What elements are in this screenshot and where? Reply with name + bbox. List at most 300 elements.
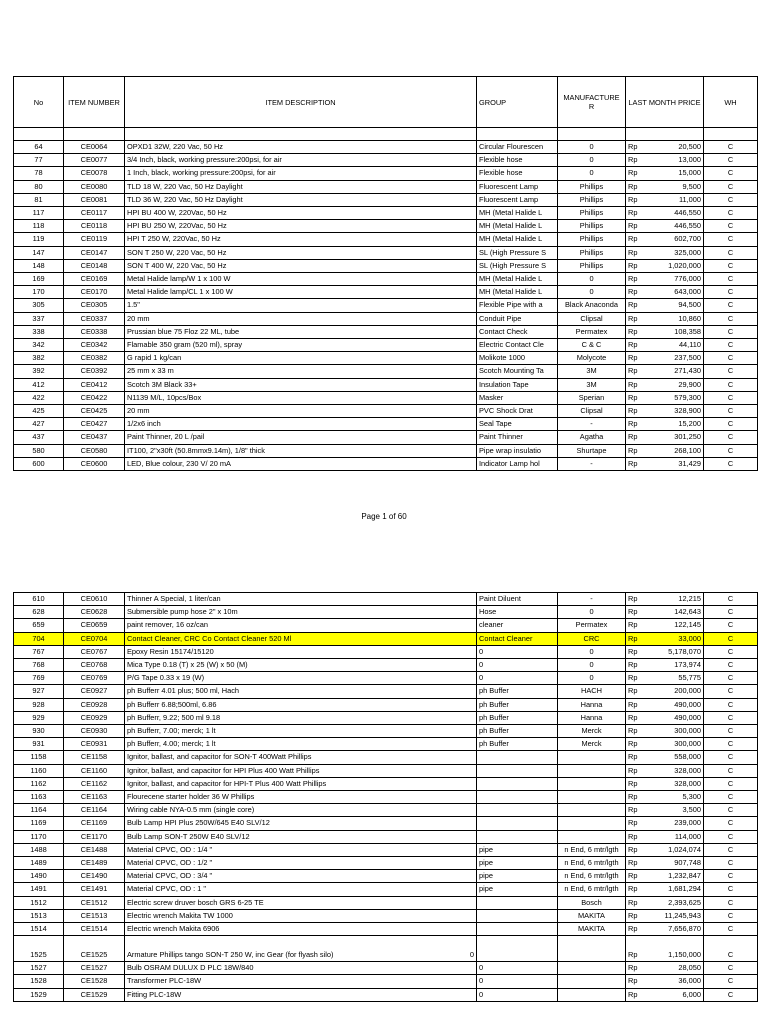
cell-wh: C: [704, 154, 758, 167]
table-row: [14, 352, 758, 365]
currency-label: Rp: [628, 419, 638, 429]
cell-description: Metal Halide lamp/CL 1 x 100 W: [125, 286, 477, 299]
cell-no: 170: [14, 286, 64, 299]
cell-item-number: CE1169: [64, 817, 125, 830]
cell-price: [626, 286, 704, 299]
cell-wh: C: [704, 909, 758, 922]
currency-label: Rp: [628, 844, 638, 854]
cell-item-number: CE1529: [64, 988, 125, 1001]
currency-label: Rp: [628, 778, 638, 788]
table-row: [14, 791, 758, 804]
cell-item-number: CE1491: [64, 883, 125, 896]
cell-description: Flamable 350 gram (520 ml), spray: [125, 339, 477, 352]
header-no: No: [14, 77, 64, 128]
cell-price: [626, 896, 704, 909]
cell-description: Scotch 3M Black 33+: [125, 378, 477, 391]
cell-price: [626, 141, 704, 154]
currency-label: Rp: [628, 142, 638, 151]
cell-no: 1528: [14, 975, 64, 988]
currency-label: Rp: [628, 326, 638, 336]
cell-description: Epoxy Resin 15174/15120: [125, 645, 477, 658]
cell-manufacturer: 0: [558, 286, 626, 299]
cell-item-number: CE0148: [64, 259, 125, 272]
table-row: [14, 207, 758, 220]
price-value: 29,900: [678, 379, 701, 389]
cell-price: [626, 698, 704, 711]
cell-manufacturer: 0: [558, 606, 626, 619]
cell-description: SON T 400 W, 220 Vac, 50 Hz: [125, 259, 477, 272]
price-value: 239,000: [674, 818, 701, 828]
cell-price: [626, 764, 704, 777]
cell-price: [626, 431, 704, 444]
cell-description: 1.5": [125, 299, 477, 312]
cell-description: Prussian blue 75 Floz 22 ML, tube: [125, 325, 477, 338]
cell-wh: C: [704, 857, 758, 870]
currency-label: Rp: [628, 300, 638, 310]
cell-item-number: CE0119: [64, 233, 125, 246]
cell-manufacturer: Permatex: [558, 619, 626, 632]
price-value: 142,643: [674, 607, 701, 617]
cell-description: P/G Tape 0.33 x 19 (W): [125, 672, 477, 685]
cell-wh: C: [704, 962, 758, 975]
cell-group: pipe: [477, 883, 558, 896]
cell-item-number: CE1164: [64, 804, 125, 817]
cell-description: 20 mm: [125, 312, 477, 325]
price-value: 15,000: [678, 168, 701, 178]
cell-wh: C: [704, 672, 758, 685]
cell-description: Material CPVC, OD : 3/4 ": [125, 870, 477, 883]
price-value: 602,700: [674, 234, 701, 244]
table-row: [14, 391, 758, 404]
cell-price: [626, 725, 704, 738]
cell-group: [477, 817, 558, 830]
cell-manufacturer: Phillips: [558, 180, 626, 193]
price-value: 490,000: [674, 712, 701, 722]
cell-price: [626, 962, 704, 975]
cell-wh: C: [704, 791, 758, 804]
cell-price: [626, 154, 704, 167]
currency-label: Rp: [628, 458, 638, 468]
table-row: [14, 817, 758, 830]
cell-group: Paint Thinner: [477, 431, 558, 444]
price-value: 237,500: [674, 353, 701, 363]
cell-group: Scotch Mounting Ta: [477, 365, 558, 378]
cell-item-number: CE1527: [64, 962, 125, 975]
currency-label: Rp: [628, 194, 638, 204]
currency-label: Rp: [628, 739, 638, 749]
cell-group: 0: [477, 672, 558, 685]
price-value: 1,232,847: [668, 871, 701, 881]
cell-description: Mica Type 0.18 (T) x 25 (W) x 50 (M): [125, 659, 477, 672]
currency-label: Rp: [628, 607, 638, 617]
cell-description: 25 mm x 33 m: [125, 365, 477, 378]
table-row: [14, 365, 758, 378]
cell-wh: C: [704, 167, 758, 180]
cell-description: IT100, 2"x30ft (50.8mmx9.14m), 1/8" thick: [125, 444, 477, 457]
cell-wh: C: [704, 830, 758, 843]
cell-manufacturer: [558, 988, 626, 1001]
table-row: [14, 457, 758, 470]
cell-price: [626, 843, 704, 856]
cell-manufacturer: Hanna: [558, 711, 626, 724]
cell-wh: C: [704, 352, 758, 365]
table-row: [14, 632, 758, 645]
cell-item-number: CE0117: [64, 207, 125, 220]
cell-price: [626, 672, 704, 685]
cell-item-number: CE1158: [64, 751, 125, 764]
cell-price: [626, 791, 704, 804]
currency-label: Rp: [628, 765, 638, 775]
cell-manufacturer: Phillips: [558, 233, 626, 246]
table-row: [14, 246, 758, 259]
cell-no: 929: [14, 711, 64, 724]
cell-item-number: CE1170: [64, 830, 125, 843]
cell-wh: C: [704, 645, 758, 658]
cell-no: 768: [14, 659, 64, 672]
cell-no: 412: [14, 378, 64, 391]
cell-item-number: CE1163: [64, 791, 125, 804]
cell-manufacturer: Black Anaconda: [558, 299, 626, 312]
cell-no: 119: [14, 233, 64, 246]
cell-no: 1158: [14, 751, 64, 764]
cell-wh: C: [704, 286, 758, 299]
cell-group: Fluorescent Lamp: [477, 193, 558, 206]
price-value: 558,000: [674, 752, 701, 762]
cell-manufacturer: [558, 791, 626, 804]
cell-group: Masker: [477, 391, 558, 404]
cell-item-number: CE1160: [64, 764, 125, 777]
cell-group: ph Buffer: [477, 698, 558, 711]
price-value: 36,000: [678, 976, 701, 986]
cell-group: MH (Metal Halide L: [477, 286, 558, 299]
cell-item-number: CE0580: [64, 444, 125, 457]
cell-no: 1169: [14, 817, 64, 830]
price-value: 490,000: [674, 699, 701, 709]
table-row: [14, 339, 758, 352]
cell-wh: C: [704, 738, 758, 751]
cell-group: Circular Flourescen: [477, 141, 558, 154]
cell-item-number: CE1528: [64, 975, 125, 988]
cell-price: [626, 685, 704, 698]
cell-wh: C: [704, 193, 758, 206]
cell-item-number: CE0412: [64, 378, 125, 391]
cell-group: ph Buffer: [477, 725, 558, 738]
cell-group: 0: [477, 975, 558, 988]
cell-description: Material CPVC, OD : 1/2 ": [125, 857, 477, 870]
table-body-page-2: [14, 593, 758, 1002]
table-row: [14, 378, 758, 391]
cell-manufacturer: n End, 6 mtr/lgth: [558, 870, 626, 883]
price-value: 33,000: [678, 633, 701, 643]
cell-item-number: CE1525: [64, 936, 125, 962]
cell-description: Submersible pump hose 2" x 10m: [125, 606, 477, 619]
cell-no: 767: [14, 645, 64, 658]
cell-manufacturer: 0: [558, 167, 626, 180]
cell-manufacturer: Phillips: [558, 259, 626, 272]
cell-description: Flourecene starter holder 36 W Phillips: [125, 791, 477, 804]
cell-no: 1529: [14, 988, 64, 1001]
cell-wh: C: [704, 325, 758, 338]
currency-label: Rp: [628, 646, 638, 656]
cell-price: [626, 777, 704, 790]
price-value: 300,000: [674, 739, 701, 749]
cell-no: 1490: [14, 870, 64, 883]
table-row: [14, 857, 758, 870]
cell-price: [626, 606, 704, 619]
cell-no: 392: [14, 365, 64, 378]
cell-no: 930: [14, 725, 64, 738]
table-row: [14, 896, 758, 909]
cell-no: 1488: [14, 843, 64, 856]
inventory-table-page-2: [13, 592, 758, 1002]
currency-label: Rp: [628, 379, 638, 389]
cell-no: 80: [14, 180, 64, 193]
cell-group: Indicator Lamp hol: [477, 457, 558, 470]
table-row: [14, 299, 758, 312]
cell-price: [626, 259, 704, 272]
currency-label: Rp: [628, 221, 638, 231]
cell-description: 1 Inch, black, working pressure:200psi, for air: [125, 167, 477, 180]
cell-group: MH (Metal Halide L: [477, 233, 558, 246]
cell-manufacturer: Phillips: [558, 246, 626, 259]
price-value: 907,748: [674, 858, 701, 868]
cell-manufacturer: [558, 975, 626, 988]
cell-no: 147: [14, 246, 64, 259]
cell-wh: C: [704, 207, 758, 220]
currency-label: Rp: [628, 976, 638, 986]
currency-label: Rp: [628, 340, 638, 350]
cell-item-number: CE0305: [64, 299, 125, 312]
table-row: [14, 698, 758, 711]
cell-manufacturer: n End, 6 mtr/lgth: [558, 843, 626, 856]
price-value: 9,500: [682, 181, 701, 191]
cell-price: [626, 273, 704, 286]
cell-description: Material CPVC, OD : 1 ": [125, 883, 477, 896]
cell-description: N1139 M/L, 10pcs/Box: [125, 391, 477, 404]
cell-group: Insulation Tape: [477, 378, 558, 391]
cell-price: [626, 299, 704, 312]
price-value: 328,900: [674, 406, 701, 416]
cell-no: 1170: [14, 830, 64, 843]
cell-price: [626, 738, 704, 751]
cell-description: Transformer PLC-18W: [125, 975, 477, 988]
cell-price: [626, 870, 704, 883]
cell-wh: C: [704, 804, 758, 817]
table-row: [14, 619, 758, 632]
currency-label: Rp: [628, 155, 638, 165]
cell-group: [477, 751, 558, 764]
cell-wh: C: [704, 418, 758, 431]
cell-wh: C: [704, 988, 758, 1001]
table-row: [14, 286, 758, 299]
cell-group: MH (Metal Halide L: [477, 207, 558, 220]
cell-no: 1491: [14, 883, 64, 896]
cell-price: [626, 207, 704, 220]
currency-label: Rp: [628, 208, 638, 218]
header-item-number: ITEM NUMBER: [64, 77, 125, 128]
cell-manufacturer: -: [558, 457, 626, 470]
cell-wh: C: [704, 883, 758, 896]
price-value: 10,860: [678, 313, 701, 323]
table-row: [14, 193, 758, 206]
cell-no: 64: [14, 141, 64, 154]
cell-wh: C: [704, 220, 758, 233]
currency-label: Rp: [628, 247, 638, 257]
cell-wh: C: [704, 593, 758, 606]
cell-group: [477, 830, 558, 843]
table-row: [14, 777, 758, 790]
cell-manufacturer: 3M: [558, 365, 626, 378]
cell-group: Flexible Pipe with a: [477, 299, 558, 312]
table-row: [14, 141, 758, 154]
price-value: 6,000: [682, 989, 701, 999]
cell-item-number: CE0767: [64, 645, 125, 658]
cell-group: pipe: [477, 843, 558, 856]
cell-item-number: CE0064: [64, 141, 125, 154]
cell-group: Fluorescent Lamp: [477, 180, 558, 193]
cell-group: ph Buffer: [477, 685, 558, 698]
header-manufacturer: MANUFACTURE R: [558, 77, 626, 128]
cell-manufacturer: Merck: [558, 725, 626, 738]
cell-item-number: CE0930: [64, 725, 125, 738]
cell-group: 0: [477, 659, 558, 672]
cell-group: ph Buffer: [477, 738, 558, 751]
cell-wh: C: [704, 391, 758, 404]
currency-label: Rp: [628, 910, 638, 920]
cell-manufacturer: HACH: [558, 685, 626, 698]
cell-manufacturer: [558, 764, 626, 777]
cell-description: SON T 250 W, 220 Vac, 50 Hz: [125, 246, 477, 259]
blank-row: [14, 128, 758, 141]
cell-description: Fitting PLC-18W: [125, 988, 477, 1001]
cell-item-number: CE0437: [64, 431, 125, 444]
cell-item-number: CE0659: [64, 619, 125, 632]
cell-group: ph Buffer: [477, 711, 558, 724]
cell-item-number: CE0427: [64, 418, 125, 431]
cell-group: [477, 804, 558, 817]
cell-group: Contact Cleaner: [477, 632, 558, 645]
table-row: [14, 220, 758, 233]
currency-label: Rp: [628, 950, 638, 960]
cell-wh: C: [704, 975, 758, 988]
price-value: 108,358: [674, 326, 701, 336]
cell-description: Material CPVC, OD : 1/4 ": [125, 843, 477, 856]
cell-wh: C: [704, 246, 758, 259]
cell-description: ph Bufferr, 7.00; merck; 1 lt: [125, 725, 477, 738]
currency-label: Rp: [628, 884, 638, 894]
cell-wh: C: [704, 659, 758, 672]
table-row: [14, 870, 758, 883]
cell-wh: C: [704, 180, 758, 193]
cell-no: 1160: [14, 764, 64, 777]
cell-wh: C: [704, 936, 758, 962]
currency-label: Rp: [628, 989, 638, 999]
cell-wh: C: [704, 896, 758, 909]
price-value: 1,150,000: [668, 950, 701, 960]
cell-wh: C: [704, 431, 758, 444]
cell-description: Electric screw druver bosch GRS 6-25 TE: [125, 896, 477, 909]
cell-manufacturer: -: [558, 418, 626, 431]
cell-manufacturer: [558, 817, 626, 830]
price-value: 200,000: [674, 686, 701, 696]
cell-group: SL (High Pressure S: [477, 259, 558, 272]
table-row: [14, 418, 758, 431]
cell-group: Contact Check: [477, 325, 558, 338]
cell-no: 81: [14, 193, 64, 206]
cell-group: cleaner: [477, 619, 558, 632]
cell-no: 1514: [14, 923, 64, 936]
cell-group: [477, 936, 558, 962]
currency-label: Rp: [628, 432, 638, 442]
cell-price: [626, 857, 704, 870]
cell-description: G rapid 1 kg/can: [125, 352, 477, 365]
cell-description: Contact Cleaner, CRC Co Contact Cleaner 520 Ml: [125, 632, 477, 645]
currency-label: Rp: [628, 274, 638, 284]
currency-label: Rp: [628, 287, 638, 297]
cell-wh: C: [704, 378, 758, 391]
cell-manufacturer: Merck: [558, 738, 626, 751]
cell-item-number: CE0704: [64, 632, 125, 645]
price-value: 776,000: [674, 274, 701, 284]
cell-price: [626, 312, 704, 325]
cell-wh: C: [704, 405, 758, 418]
cell-item-number: CE0392: [64, 365, 125, 378]
table-row: [14, 988, 758, 1001]
cell-no: 628: [14, 606, 64, 619]
price-value: 173,974: [674, 660, 701, 670]
cell-item-number: CE0080: [64, 180, 125, 193]
currency-label: Rp: [628, 445, 638, 455]
cell-group: Flexible hose: [477, 167, 558, 180]
cell-price: [626, 365, 704, 378]
price-value: 268,100: [674, 445, 701, 455]
currency-label: Rp: [628, 805, 638, 815]
price-value: 5,300: [682, 792, 701, 802]
cell-price: [626, 220, 704, 233]
cell-description: ph Bufferr, 9.22; 500 ml 9.18: [125, 711, 477, 724]
currency-label: Rp: [628, 260, 638, 270]
cell-item-number: CE0078: [64, 167, 125, 180]
cell-manufacturer: [558, 962, 626, 975]
table-row: [14, 764, 758, 777]
cell-wh: C: [704, 457, 758, 470]
cell-item-number: CE1512: [64, 896, 125, 909]
cell-manufacturer: Phillips: [558, 207, 626, 220]
cell-no: 769: [14, 672, 64, 685]
cell-wh: C: [704, 299, 758, 312]
cell-price: [626, 405, 704, 418]
currency-label: Rp: [628, 792, 638, 802]
cell-wh: C: [704, 751, 758, 764]
cell-group: Seal Tape: [477, 418, 558, 431]
cell-price: [626, 593, 704, 606]
cell-description: 20 mm: [125, 405, 477, 418]
cell-description: Wiring cable NYA-0.5 mm (single core): [125, 804, 477, 817]
cell-group: Paint Diluent: [477, 593, 558, 606]
currency-label: Rp: [628, 181, 638, 191]
cell-group: [477, 777, 558, 790]
currency-label: Rp: [628, 313, 638, 323]
cell-group: 0: [477, 645, 558, 658]
currency-label: Rp: [628, 660, 638, 670]
cell-item-number: CE0768: [64, 659, 125, 672]
currency-label: Rp: [628, 858, 638, 868]
table-row: [14, 843, 758, 856]
price-value: 20,500: [678, 142, 701, 151]
cell-price: [626, 180, 704, 193]
cell-wh: C: [704, 273, 758, 286]
cell-item-number: CE0628: [64, 606, 125, 619]
